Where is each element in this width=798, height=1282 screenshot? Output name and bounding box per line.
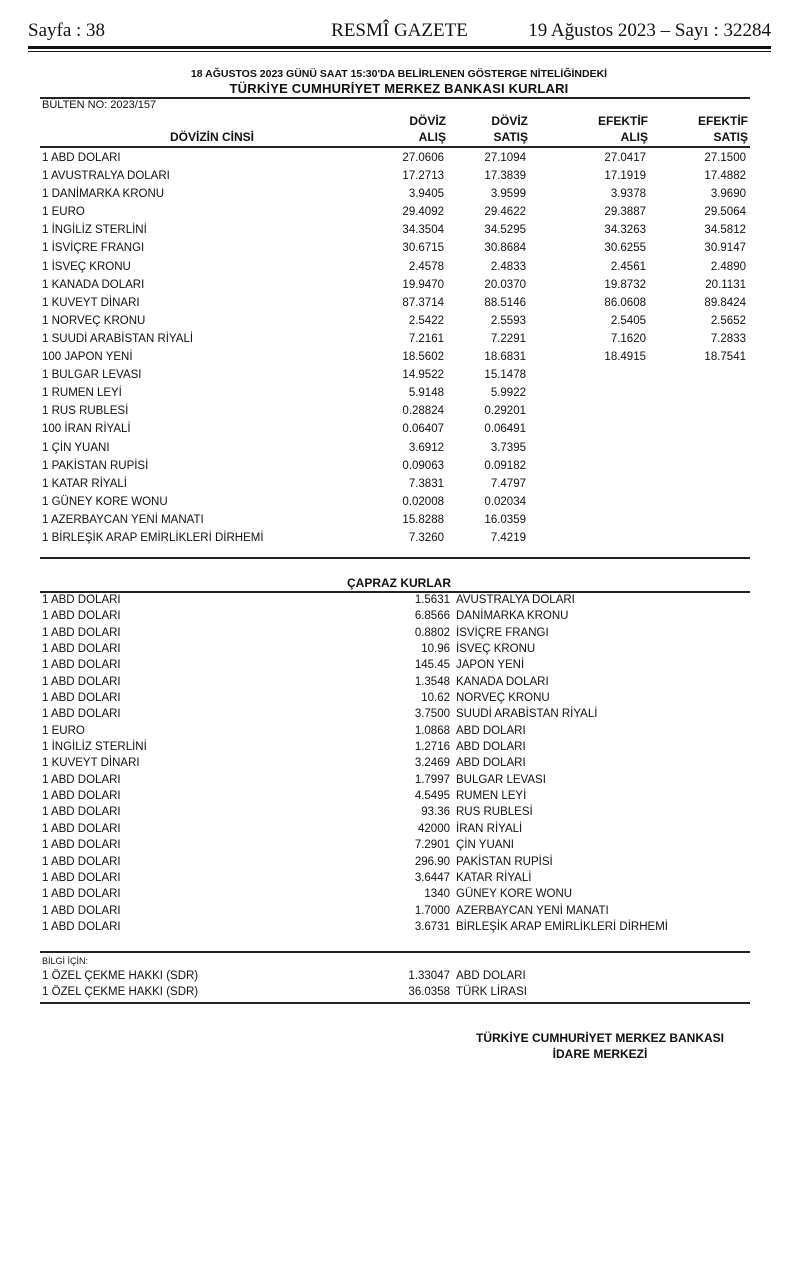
doviz-alis-value: 3.6912	[408, 441, 444, 454]
column-efektif-satis-line1: EFEKTİF	[698, 114, 748, 128]
currency-name: 1 İNGİLİZ STERLİNİ	[42, 224, 147, 237]
currency-name: 1 DANİMARKA KRONU	[42, 188, 165, 201]
currency-name: 1 RUS RUBLESİ	[42, 405, 129, 418]
currency-name: 1 İSVEÇ KRONU	[42, 260, 131, 273]
doviz-satis-value: 2.4833	[490, 260, 526, 273]
doviz-satis-value: 7.4797	[490, 477, 526, 490]
doviz-satis-value: 88.5146	[484, 296, 526, 309]
target-currency: NORVEÇ KRONU	[456, 692, 550, 705]
efektif-alis-value: 18.4915	[604, 351, 646, 364]
efektif-satis-value: 29.5064	[704, 206, 746, 219]
cross-rate-row	[42, 674, 750, 690]
target-currency: PAKİSTAN RUPİSİ	[456, 855, 553, 868]
cross-rate-value: 3.2469	[414, 757, 450, 770]
cross-rate-value: 10.96	[421, 643, 450, 656]
base-currency: 1 ABD DOLARI	[42, 806, 121, 819]
base-currency: 1 ABD DOLARI	[42, 904, 121, 917]
bulletin-number: BÜLTEN NO: 2023/157	[42, 99, 157, 111]
target-currency: AVUSTRALYA DOLARI	[456, 594, 575, 606]
base-currency: 1 ABD DOLARI	[42, 610, 121, 623]
efektif-satis-value: 2.4890	[710, 260, 746, 273]
cross-rate-value: 0.8802	[414, 626, 450, 639]
doviz-alis-value: 2.5422	[408, 314, 444, 327]
cross-rate-row	[42, 592, 750, 608]
target-currency: ABD DOLARI	[456, 724, 526, 737]
cross-rate-value: 1340	[424, 888, 450, 901]
page-header	[28, 20, 771, 44]
base-currency: 1 ABD DOLARI	[42, 594, 121, 606]
cross-rate-value: 6.8566	[414, 610, 450, 623]
table-row	[42, 348, 750, 366]
column-doviz-satis-line1: DÖVİZ	[491, 114, 528, 128]
cross-rate-row	[42, 821, 750, 837]
cross-rate-row	[42, 608, 750, 624]
table-row	[42, 294, 750, 312]
currency-name: 1 KANADA DOLARI	[42, 278, 145, 291]
efektif-alis-value: 7.1620	[610, 332, 646, 345]
currency-name: 1 PAKİSTAN RUPİSİ	[42, 459, 149, 472]
efektif-satis-value: 2.5652	[710, 314, 746, 327]
base-currency: 1 ABD DOLARI	[42, 692, 121, 705]
currency-name: 1 AVUSTRALYA DOLARI	[42, 170, 170, 183]
info-row	[42, 968, 750, 984]
doviz-satis-value: 0.06491	[484, 423, 526, 436]
doviz-satis-value: 29.4622	[484, 206, 526, 219]
currency-name: 1 İSVİÇRE FRANGI	[42, 242, 145, 255]
cross-rate-row	[42, 755, 750, 771]
cross-rates-table	[42, 592, 750, 935]
target-currency: İSVİÇRE FRANGI	[456, 626, 549, 639]
cross-rate-value: 93.36	[421, 806, 450, 819]
target-currency: ABD DOLARI	[456, 741, 526, 754]
doviz-satis-value: 0.29201	[484, 405, 526, 418]
currency-name: 1 EURO	[42, 206, 85, 219]
doviz-alis-value: 0.02008	[402, 495, 444, 508]
doviz-alis-value: 29.4092	[402, 206, 444, 219]
target-currency: AZERBAYCAN YENİ MANATI	[456, 904, 609, 917]
cross-rate-value: 3.6447	[414, 871, 450, 884]
table-row	[42, 258, 750, 276]
efektif-alis-value: 30.6255	[604, 242, 646, 255]
cross-rate-value: 296.90	[414, 855, 450, 868]
target-currency: RUS RUBLESİ	[456, 806, 533, 819]
base-currency: 1 İNGİLİZ STERLİNİ	[42, 741, 147, 754]
base-currency: 1 ABD DOLARI	[42, 708, 121, 721]
efektif-satis-value: 34.5812	[704, 224, 746, 237]
table-row	[42, 185, 750, 203]
base-currency: 1 ABD DOLARI	[42, 643, 121, 656]
doviz-alis-value: 19.9470	[402, 278, 444, 291]
table-row	[42, 366, 750, 384]
column-efektif-alis-line2: ALIŞ	[620, 130, 648, 144]
target-currency: DANİMARKA KRONU	[456, 610, 569, 623]
column-doviz-alis-line2: ALIŞ	[418, 130, 446, 144]
cross-rate-value: 42000	[418, 822, 450, 835]
efektif-alis-value: 2.5405	[610, 314, 646, 327]
table-row	[42, 221, 750, 239]
cross-rate-value: 10.62	[421, 692, 450, 705]
base-currency: 1 ABD DOLARI	[42, 790, 121, 803]
efektif-satis-value: 18.7541	[704, 351, 746, 364]
cross-rate-row	[42, 690, 750, 706]
currency-name: 1 KUVEYT DİNARI	[42, 296, 140, 309]
base-currency: 1 ABD DOLARI	[42, 675, 121, 688]
doviz-satis-value: 34.5295	[484, 224, 526, 237]
cross-rate-row	[42, 788, 750, 804]
doviz-alis-value: 0.09063	[402, 459, 444, 472]
table-row	[42, 384, 750, 402]
cross-rate-value: 4.5495	[414, 790, 450, 803]
column-efektif-alis-line1: EFEKTİF	[598, 114, 648, 128]
doviz-satis-value: 5.9922	[490, 387, 526, 400]
doviz-alis-value: 15.8288	[402, 513, 444, 526]
table-row	[42, 149, 750, 167]
table-header-rule	[40, 146, 750, 148]
efektif-alis-value: 17.1919	[604, 170, 646, 183]
doviz-satis-value: 3.9599	[490, 188, 526, 201]
doviz-alis-value: 0.06407	[402, 423, 444, 436]
doviz-satis-value: 16.0359	[484, 513, 526, 526]
table-row	[42, 276, 750, 294]
target-currency: ABD DOLARI	[456, 970, 526, 982]
base-currency: 1 ABD DOLARI	[42, 659, 121, 672]
cross-rate-value: 1.2716	[414, 741, 450, 754]
base-currency: 1 EURO	[42, 724, 85, 737]
efektif-alis-value: 86.0608	[604, 296, 646, 309]
cross-rate-value: 3.6731	[414, 920, 450, 933]
base-currency: 1 ABD DOLARI	[42, 839, 121, 852]
target-currency: İSVEÇ KRONU	[456, 643, 536, 656]
doviz-alis-value: 0.28824	[402, 405, 444, 418]
info-top-rule	[40, 951, 750, 953]
cross-rate-row	[42, 706, 750, 722]
column-doviz-satis-line2: SATIŞ	[493, 130, 528, 144]
cross-rate-value: 1.7997	[414, 773, 450, 786]
doviz-satis-value: 3.7395	[490, 441, 526, 454]
cross-rate-row	[42, 772, 750, 788]
table-row	[42, 203, 750, 221]
column-doviz-alis-line1: DÖVİZ	[409, 114, 446, 128]
column-doviz-alis	[409, 113, 446, 145]
cross-rate-row	[42, 837, 750, 853]
doviz-alis-value: 7.3260	[408, 531, 444, 544]
doviz-satis-value: 20.0370	[484, 278, 526, 291]
issuer-signature	[440, 1030, 760, 1062]
table-row	[42, 457, 750, 475]
cross-rate-row	[42, 903, 750, 919]
currency-name: 1 NORVEÇ KRONU	[42, 314, 146, 327]
doviz-alis-value: 7.2161	[408, 332, 444, 345]
currency-name: 1 BİRLEŞİK ARAP EMİRLİKLERİ DİRHEMİ	[42, 531, 264, 544]
table-row	[42, 312, 750, 330]
base-currency: 1 ÖZEL ÇEKME HAKKI (SDR)	[42, 970, 199, 982]
table-row	[42, 167, 750, 185]
base-currency: 1 ABD DOLARI	[42, 626, 121, 639]
cross-rate-value: 1.0868	[414, 724, 450, 737]
efektif-satis-value: 89.8424	[704, 296, 746, 309]
info-bottom-rule	[40, 1002, 750, 1004]
column-efektif-alis	[598, 113, 648, 145]
currency-name: 100 JAPON YENİ	[42, 351, 133, 364]
document-subtitle: 18 AĞUSTOS 2023 GÜNÜ SAAT 15:30'DA BELİRLENEN GÖSTERGE NİTELİĞİNDEKİ	[190, 68, 608, 80]
cross-rate-row	[42, 625, 750, 641]
cross-rate-row	[42, 804, 750, 820]
target-currency: RUMEN LEYİ	[456, 790, 527, 803]
efektif-satis-value: 17.4882	[704, 170, 746, 183]
doviz-alis-value: 17.2713	[402, 170, 444, 183]
column-doviz-satis	[491, 113, 528, 145]
target-currency: TÜRK LİRASI	[456, 986, 527, 999]
cross-rate-row	[42, 723, 750, 739]
currency-name: 1 BULGAR LEVASI	[42, 369, 142, 382]
doviz-satis-value: 15.1478	[484, 369, 526, 382]
table-row	[42, 402, 750, 420]
doviz-alis-value: 34.3504	[402, 224, 444, 237]
currency-name: 100 İRAN RİYALİ	[42, 423, 131, 436]
doviz-satis-value: 7.4219	[490, 531, 526, 544]
issue-date: 19 Ağustos 2023 – Sayı : 32284	[528, 20, 771, 41]
target-currency: ABD DOLARI	[456, 757, 526, 770]
target-currency: ÇİN YUANI	[456, 839, 514, 852]
base-currency: 1 ABD DOLARI	[42, 920, 121, 933]
table-row	[42, 493, 750, 511]
efektif-satis-value: 30.9147	[704, 242, 746, 255]
efektif-alis-value: 27.0417	[604, 152, 646, 164]
cross-rate-row	[42, 919, 750, 935]
target-currency: KATAR RİYALİ	[456, 871, 532, 884]
efektif-alis-value: 34.3263	[604, 224, 646, 237]
doviz-alis-value: 27.0606	[402, 152, 444, 164]
info-rate-value: 36.0358	[408, 986, 450, 999]
column-efektif-satis	[698, 113, 748, 145]
base-currency: 1 ABD DOLARI	[42, 871, 121, 884]
base-currency: 1 ABD DOLARI	[42, 822, 121, 835]
base-currency: 1 ABD DOLARI	[42, 855, 121, 868]
target-currency: SUUDİ ARABİSTAN RİYALİ	[456, 708, 598, 721]
info-row	[42, 984, 750, 1000]
cross-rate-value: 145.45	[414, 659, 450, 672]
table-row	[42, 239, 750, 257]
currency-name: 1 ÇİN YUANI	[42, 441, 110, 454]
cross-rate-row	[42, 886, 750, 902]
doviz-satis-value: 30.8684	[484, 242, 526, 255]
efektif-satis-value: 3.9690	[710, 188, 746, 201]
doviz-alis-value: 5.9148	[408, 387, 444, 400]
info-rate-value: 1.33047	[408, 970, 450, 982]
doviz-alis-value: 14.9522	[402, 369, 444, 382]
currency-name: 1 AZERBAYCAN YENİ MANATI	[42, 513, 204, 526]
currency-name: 1 GÜNEY KORE WONU	[42, 495, 168, 508]
header-rule-thick	[28, 46, 771, 49]
doviz-alis-value: 7.3831	[408, 477, 444, 490]
issuer-office: İDARE MERKEZİ	[552, 1047, 648, 1061]
target-currency: GÜNEY KORE WONU	[456, 888, 573, 901]
cross-rate-row	[42, 854, 750, 870]
base-currency: 1 ABD DOLARI	[42, 773, 121, 786]
efektif-alis-value: 29.3887	[604, 206, 646, 219]
doviz-satis-value: 0.09182	[484, 459, 526, 472]
rates-bottom-rule	[40, 557, 750, 559]
cross-rate-row	[42, 739, 750, 755]
page-number: Sayfa : 38	[28, 20, 106, 41]
efektif-alis-value: 19.8732	[604, 278, 646, 291]
rates-table	[42, 149, 750, 547]
doviz-satis-value: 2.5593	[490, 314, 526, 327]
cross-rates-title: ÇAPRAZ KURLAR	[347, 576, 451, 590]
doviz-satis-value: 18.6831	[484, 351, 526, 364]
header-rule-thin	[28, 51, 771, 52]
column-efektif-satis-line2: SATIŞ	[713, 130, 748, 144]
target-currency: BİRLEŞİK ARAP EMİRLİKLERİ DİRHEMİ	[456, 920, 668, 933]
issuer-name: TÜRKİYE CUMHURİYET MERKEZ BANKASI	[475, 1031, 724, 1045]
column-currency: DÖVİZİN CİNSİ	[169, 130, 254, 144]
base-currency: 1 ÖZEL ÇEKME HAKKI (SDR)	[42, 986, 199, 999]
table-row	[42, 511, 750, 529]
doviz-satis-value: 17.3839	[484, 170, 526, 183]
doviz-alis-value: 30.6715	[402, 242, 444, 255]
base-currency: 1 ABD DOLARI	[42, 888, 121, 901]
table-row	[42, 330, 750, 348]
currency-name: 1 SUUDİ ARABİSTAN RİYALİ	[42, 332, 194, 345]
table-row	[42, 475, 750, 493]
doviz-satis-value: 27.1094	[484, 152, 526, 164]
doviz-alis-value: 2.4578	[408, 260, 444, 273]
target-currency: İRAN RİYALİ	[456, 822, 523, 835]
target-currency: KANADA DOLARI	[456, 675, 549, 688]
efektif-alis-value: 3.9378	[610, 188, 646, 201]
base-currency: 1 KUVEYT DİNARI	[42, 757, 140, 770]
currency-name: 1 RUMEN LEYİ	[42, 387, 122, 400]
cross-rate-row	[42, 657, 750, 673]
target-currency: BULGAR LEVASI	[456, 773, 546, 786]
cross-rate-value: 1.5631	[414, 594, 450, 606]
efektif-satis-value: 7.2833	[710, 332, 746, 345]
target-currency: JAPON YENİ	[456, 659, 525, 672]
cross-rate-value: 7.2901	[414, 839, 450, 852]
table-row	[42, 529, 750, 547]
doviz-satis-value: 7.2291	[490, 332, 526, 345]
efektif-alis-value: 2.4561	[610, 260, 646, 273]
table-row	[42, 420, 750, 438]
doviz-alis-value: 18.5602	[402, 351, 444, 364]
info-table	[42, 968, 750, 1001]
document-title: TÜRKİYE CUMHURİYET MERKEZ BANKASI KURLARI	[229, 81, 569, 96]
efektif-satis-value: 27.1500	[704, 152, 746, 164]
currency-name: 1 KATAR RİYALİ	[42, 477, 127, 490]
table-row	[42, 439, 750, 457]
currency-name: 1 ABD DOLARI	[42, 152, 121, 164]
cross-rate-value: 3.7500	[414, 708, 450, 721]
doviz-alis-value: 87.3714	[402, 296, 444, 309]
cross-rate-row	[42, 870, 750, 886]
gazette-title: RESMÎ GAZETE	[331, 20, 468, 41]
doviz-alis-value: 3.9405	[408, 188, 444, 201]
efektif-satis-value: 20.1131	[705, 278, 746, 291]
cross-rate-value: 1.3548	[414, 675, 450, 688]
cross-rate-row	[42, 641, 750, 657]
cross-rate-value: 1.7000	[414, 904, 450, 917]
doviz-satis-value: 0.02034	[484, 495, 526, 508]
info-label: BİLGİ İÇİN:	[42, 956, 89, 966]
